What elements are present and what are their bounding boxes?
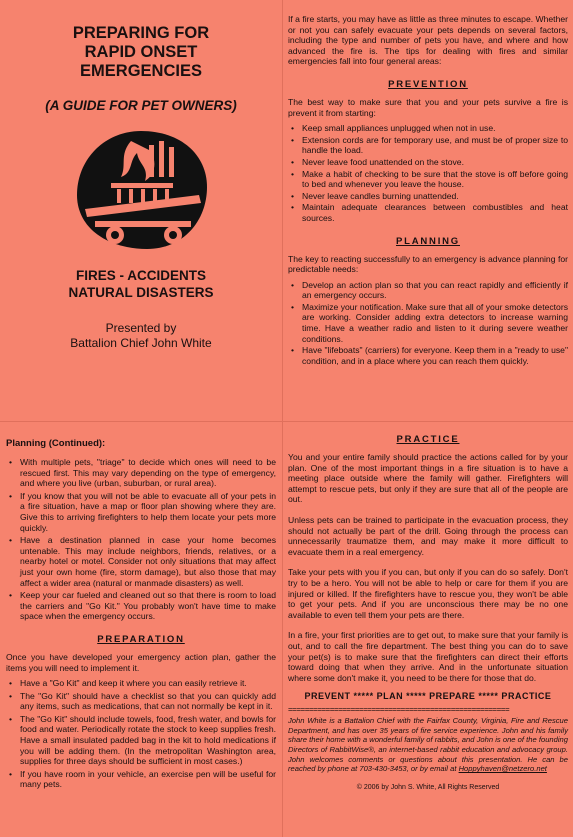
list-item: • If you know that you will not be able to evacuate all of your pets in a fire situation, have a map or floor plan showing where they are. Give this to arriving firefighters to help them locate your pets more quickly. [6,491,276,533]
practice-panel [288,422,568,837]
list-item: • Make a habit of checking to be sure that the stove is off before going to bed and whenever you leave the house. [288,169,568,190]
preparation-list [6,678,276,790]
practice-paragraph: Take your pets with you if you can, but only if you can do so safely. Don't try to be a hero. You will not be able to help or care for them if you are injured or killed. If the firefighters have to rescue you, they won't be able to get your pets. And if you are unconscious there may be no one available to even tell them your pets are there. [288,567,568,620]
list-item: • The "Go Kit" should include towels, food, fresh water, and bowls for food and water. Periodically rotate the stock to keep supplies fresh. Have a small insulated padded bag in the kit to hold medications if you will be adding them. (In the metropolitan Washington area, supplies for three days should be sufficient in most cases.) [6,714,276,767]
list-item: • The "Go Kit" should have a checklist so that you can quickly add any items, such as medications, that can not normally be kept in it. [6,691,276,712]
planning-heading: PLANNING [395,235,460,247]
intro-panel [288,0,568,421]
practice-heading: PRACTICE [396,434,460,445]
cover-title: PREPARING FOR RAPID ONSET EMERGENCIES [72,24,210,80]
cover-panel [6,0,276,421]
list-item: • Never leave candles burning unattended. [288,191,568,202]
list-item: • Maximize your notification. Make sure that all of your smoke detectors are working. Consider adding extra detectors to increase warning time. Have a weather radio and listen to it during severe weather conditions. [288,302,568,344]
list-item: • Have a "Go Kit" and keep it where you can easily retrieve it. [6,678,276,689]
practice-paragraph: You and your entire family should practice the actions called for by your plan. One of the most important things in a fire situation is to have a meeting place outside where the family will gather. Firefighters will attempt to rescue pets, but only if they are sure that all of the people are out. [288,452,568,505]
list-item: • Have "lifeboats" (carriers) for everyone. Keep them in a "ready to use" condition, and in a place where you can reach them quickly. [288,345,568,366]
list-item: • With multiple pets, "triage" to decide which ones will need to be rescued first. This may vary depending on the type of emergency, and where you live (urban, suburban, or rural area). [6,457,276,489]
presenter-credit: Presented by Battalion Chief John White [70,321,212,350]
list-item: • Never leave food unattended on the stove. [288,157,568,168]
fold-line-vertical [282,0,283,837]
prevention-heading: PREVENTION [388,78,468,90]
preparation-lead: Once you have developed your emergency action plan, gather the items you will need to implement it. [6,651,276,673]
separator-line: ===================================================== [288,705,510,715]
author-email: Hoppyhaven@netzero.net [458,764,547,774]
list-item: • Maintain adequate clearances between combustibles and heat sources. [288,202,568,223]
slogan: PREVENT ***** PLAN ***** PREPARE ***** PRACTICE [304,691,552,702]
list-item: • Keep small appliances unplugged when not in use. [288,123,568,134]
list-item: • If you have room in your vehicle, an exercise pen will be useful for many pets. [6,769,276,790]
list-item: • Keep your car fueled and cleaned out so that there is room to load the carriers and "Go Kit." You probably won't have time to make space when the emergency occurs. [6,590,276,622]
planning-continued-heading: Planning (Continued): [6,438,106,449]
planning-continued-list [6,457,276,622]
planning-continued-panel [6,428,276,837]
prevention-lead: The best way to make sure that you and your pets survive a fire is prevent it from starting: [288,96,568,118]
planning-list [288,280,568,367]
prevention-list [288,123,568,223]
copyright: © 2006 by John S. White, All Rights Reserved [356,783,500,791]
author-bio: John White is a Battalion Chief with the Fairfax County, Virginia, Fire and Rescue Department, and has over 35 years of fire service experience. John and his family share their home with a wonderful family of rabbits, and John is one of the founding Directors of RabbitWise®, an internet-based rabbit education and advocacy group. John welcomes comments or questions about this presentation. He can be reached by phone at 703-430-3453, or by email at Hoppyhaven@netzero.net [288,716,568,774]
preparation-heading: PREPARATION [97,633,185,645]
planning-lead: The key to reacting successfully to an emergency is advance planning for predictable needs: [288,253,568,275]
fire-truck-emblem-icon [71,125,211,255]
list-item: • Have a destination planned in case your home becomes untenable. This may include neighbors, friends, relatives, or a nearby hotel or motel. Consider not only situations that may affect just your own home (fire, storm damage), but also those that may affect a wider area (natural or manmade disasters) as well. [6,535,276,588]
practice-paragraph: In a fire, your first priorities are to get out, to make sure that your family is out, and to call the fire department. The best thing you can do to save your pet(s) is to make sure that the firefighters can direct their efforts toward doing that when they arrive. And in the unfortunate situation where some don't make it, you need to be there for those that do. [288,630,568,683]
cover-subtitle: (A GUIDE FOR PET OWNERS) [45,98,237,113]
list-item: • Develop an action plan so that you can react rapidly and efficiently if an emergency occurs. [288,280,568,301]
practice-paragraph: Unless pets can be trained to participate in the evacuation process, they should not actually be part of the drill. Going through the process can unnecessarily traumatize them, and may make it more difficult to evacuate them in a real emergency. [288,514,568,557]
cover-topics: FIRES - ACCIDENTS NATURAL DISASTERS [68,268,214,300]
list-item: • Extension cords are for temporary use, and must be of proper size to handle the load. [288,135,568,156]
intro-paragraph: If a fire starts, you may have as little as three minutes to escape. Whether or not you can safely evacuate your pets depends on several factors, including the type and number of pets you have, and where and how advanced the fire is. The tips for dealing with fires and similar emergencies fall into four general areas: [288,14,568,67]
